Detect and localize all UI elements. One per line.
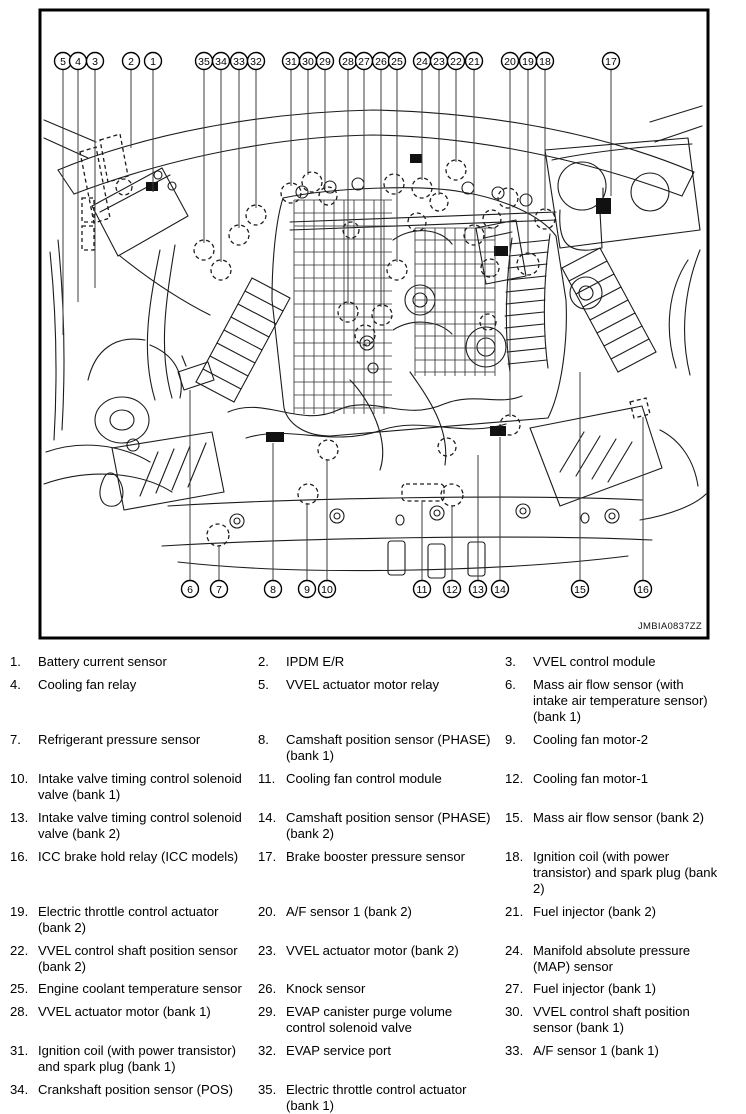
legend-item-label: EVAP service port: [286, 1043, 392, 1059]
legend-item-number: 3.: [505, 654, 516, 669]
legend-item-13: [10, 810, 258, 842]
legend-item-label: Engine coolant temperature sensor: [38, 981, 242, 997]
legend-item-3: [505, 654, 736, 670]
legend-item-label: Brake booster pressure sensor: [286, 848, 466, 864]
legend-item-label: Intake valve timing control solenoid valve (bank 2): [38, 809, 242, 841]
legend-item-number: 21.: [505, 903, 524, 919]
legend-item-label: Crankshaft position sensor (POS): [38, 1082, 234, 1098]
legend-item-number: 27.: [505, 981, 524, 997]
legend-item-21: [505, 904, 736, 920]
legend-item-number: 20.: [258, 903, 277, 919]
svg-text:1: 1: [150, 55, 156, 68]
legend-item-34: [10, 1082, 258, 1098]
legend-item-10: [10, 771, 258, 803]
svg-text:13: 13: [472, 583, 484, 596]
legend-item-33: [505, 1043, 736, 1059]
svg-text:35: 35: [198, 55, 210, 68]
legend-item-number: 33.: [505, 1043, 524, 1059]
legend-item-number: 35.: [258, 1082, 277, 1098]
legend-item-35: [258, 1082, 505, 1114]
legend-item-number: 8.: [258, 731, 269, 747]
legend-item-label: Electric throttle control actuator (bank 1): [286, 1082, 467, 1114]
legend-item-label: Cooling fan control module: [286, 770, 442, 786]
svg-text:18: 18: [539, 55, 551, 68]
legend-item-label: Camshaft position sensor (PHASE) (bank 1): [286, 731, 491, 763]
svg-text:21: 21: [468, 55, 480, 68]
legend-item-28: [10, 1004, 258, 1020]
legend-item-18: [505, 849, 736, 897]
svg-text:15: 15: [574, 583, 586, 596]
legend-item-number: 12.: [505, 770, 524, 786]
legend-item-23: [258, 943, 505, 959]
legend-item-27: [505, 981, 736, 997]
legend-item-15: [505, 810, 736, 826]
legend-item-label: Fuel injector (bank 2): [533, 903, 656, 919]
component-legend: [10, 654, 738, 1114]
svg-text:4: 4: [75, 55, 81, 68]
svg-text:31: 31: [285, 55, 297, 68]
legend-item-label: EVAP canister purge volume control solenoid valve: [286, 1004, 453, 1036]
legend-item-number: 26.: [258, 981, 277, 997]
svg-text:24: 24: [416, 55, 428, 68]
legend-item-number: 13.: [10, 809, 29, 825]
legend-item-label: A/F sensor 1 (bank 1): [533, 1043, 659, 1059]
legend-item-16: [10, 849, 258, 865]
legend-item-4: [10, 677, 258, 693]
legend-item-31: [10, 1043, 258, 1075]
legend-item-number: 29.: [258, 1004, 277, 1020]
legend-item-number: 9.: [505, 731, 516, 747]
legend-item-19: [10, 904, 258, 936]
legend-item-17: [258, 849, 505, 865]
svg-text:20: 20: [504, 55, 516, 68]
svg-text:6: 6: [187, 583, 193, 596]
legend-item-29: [258, 1004, 505, 1036]
legend-item-number: 19.: [10, 903, 29, 919]
legend-item-number: 34.: [10, 1082, 29, 1098]
legend-item-14: [258, 810, 505, 842]
legend-item-label: Knock sensor: [286, 981, 366, 997]
svg-text:12: 12: [446, 583, 458, 596]
legend-item-label: Cooling fan motor-1: [533, 770, 648, 786]
legend-item-label: Mass air flow sensor (with intake air temperature sensor) (bank 1): [533, 676, 708, 724]
legend-item-number: 24.: [505, 942, 524, 958]
legend-item-number: 6.: [505, 676, 516, 692]
svg-text:5: 5: [60, 55, 66, 68]
svg-text:2: 2: [128, 55, 134, 68]
svg-text:22: 22: [450, 55, 462, 68]
legend-item-number: 17.: [258, 848, 277, 864]
legend-item-number: 16.: [10, 848, 29, 864]
legend-item-number: 28.: [10, 1004, 29, 1020]
legend-item-label: A/F sensor 1 (bank 2): [286, 903, 412, 919]
legend-item-8: [258, 732, 505, 764]
legend-item-number: 32.: [258, 1043, 277, 1059]
legend-item-label: Cooling fan relay: [38, 676, 137, 692]
svg-text:26: 26: [375, 55, 387, 68]
legend-item-label: Manifold absolute pressure (MAP) sensor: [533, 942, 691, 974]
legend-item-11: [258, 771, 505, 787]
legend-item-number: 4.: [10, 676, 21, 692]
legend-item-label: Intake valve timing control solenoid valve (bank 1): [38, 770, 242, 802]
legend-item-6: [505, 677, 736, 725]
legend-item-number: 30.: [505, 1004, 524, 1020]
legend-item-32: [258, 1043, 505, 1059]
legend-item-label: VVEL control shaft position sensor (bank 2): [38, 942, 238, 974]
svg-text:3: 3: [92, 55, 98, 68]
svg-text:28: 28: [342, 55, 354, 68]
legend-item-number: 2.: [258, 654, 269, 669]
legend-item-number: 5.: [258, 676, 269, 692]
legend-item-7: [10, 732, 258, 748]
legend-item-label: Mass air flow sensor (bank 2): [533, 809, 705, 825]
legend-item-label: Ignition coil (with power transistor) and spark plug (bank 2): [533, 848, 718, 896]
legend-item-number: 15.: [505, 809, 524, 825]
legend-item-number: 10.: [10, 770, 29, 786]
legend-item-label: VVEL actuator motor (bank 1): [38, 1004, 211, 1020]
legend-item-label: IPDM E/R: [286, 654, 345, 669]
legend-item-number: 31.: [10, 1043, 29, 1059]
legend-item-number: 23.: [258, 942, 277, 958]
legend-item-24: [505, 943, 736, 975]
legend-item-number: 22.: [10, 942, 29, 958]
legend-item-30: [505, 1004, 736, 1036]
legend-item-label: ICC brake hold relay (ICC models): [38, 848, 239, 864]
legend-item-26: [258, 981, 505, 997]
legend-item-12: [505, 771, 736, 787]
svg-text:34: 34: [215, 55, 227, 68]
legend-item-label: Cooling fan motor-2: [533, 731, 648, 747]
svg-text:7: 7: [216, 583, 222, 596]
svg-text:19: 19: [522, 55, 534, 68]
svg-text:30: 30: [302, 55, 314, 68]
svg-text:23: 23: [433, 55, 445, 68]
legend-item-number: 14.: [258, 809, 277, 825]
svg-text:8: 8: [270, 583, 276, 596]
legend-item-label: Ignition coil (with power transistor) and spark plug (bank 1): [38, 1043, 236, 1075]
legend-item-label: Electric throttle control actuator (bank 2): [38, 903, 219, 935]
svg-text:27: 27: [358, 55, 370, 68]
legend-item-label: Battery current sensor: [38, 654, 167, 669]
legend-item-1: [10, 654, 258, 670]
legend-item-25: [10, 981, 258, 997]
svg-text:9: 9: [304, 583, 310, 596]
svg-text:16: 16: [637, 583, 649, 596]
svg-text:32: 32: [250, 55, 262, 68]
legend-item-label: VVEL control module: [533, 654, 656, 669]
legend-item-number: 7.: [10, 731, 21, 747]
figure-code-label: JMBIA0837ZZ: [637, 621, 702, 632]
legend-item-2: [258, 654, 505, 670]
legend-item-label: VVEL actuator motor relay: [286, 676, 440, 692]
legend-item-label: VVEL control shaft position sensor (bank 1): [533, 1004, 690, 1036]
svg-text:11: 11: [416, 583, 428, 596]
legend-item-20: [258, 904, 505, 920]
legend-item-number: 11.: [258, 770, 276, 786]
svg-text:10: 10: [321, 583, 333, 596]
legend-item-number: 25.: [10, 981, 29, 997]
svg-text:29: 29: [319, 55, 331, 68]
legend-item-22: [10, 943, 258, 975]
svg-text:33: 33: [233, 55, 245, 68]
legend-item-label: Camshaft position sensor (PHASE) (bank 2): [286, 809, 491, 841]
legend-item-9: [505, 732, 736, 748]
svg-text:17: 17: [605, 55, 617, 68]
svg-text:14: 14: [494, 583, 506, 596]
legend-item-5: [258, 677, 505, 693]
legend-item-label: Fuel injector (bank 1): [533, 981, 656, 997]
legend-item-label: VVEL actuator motor (bank 2): [286, 942, 459, 958]
legend-item-number: 18.: [505, 848, 524, 864]
svg-text:25: 25: [391, 55, 403, 68]
legend-item-number: 1.: [10, 654, 21, 669]
legend-item-label: Refrigerant pressure sensor: [38, 731, 201, 747]
